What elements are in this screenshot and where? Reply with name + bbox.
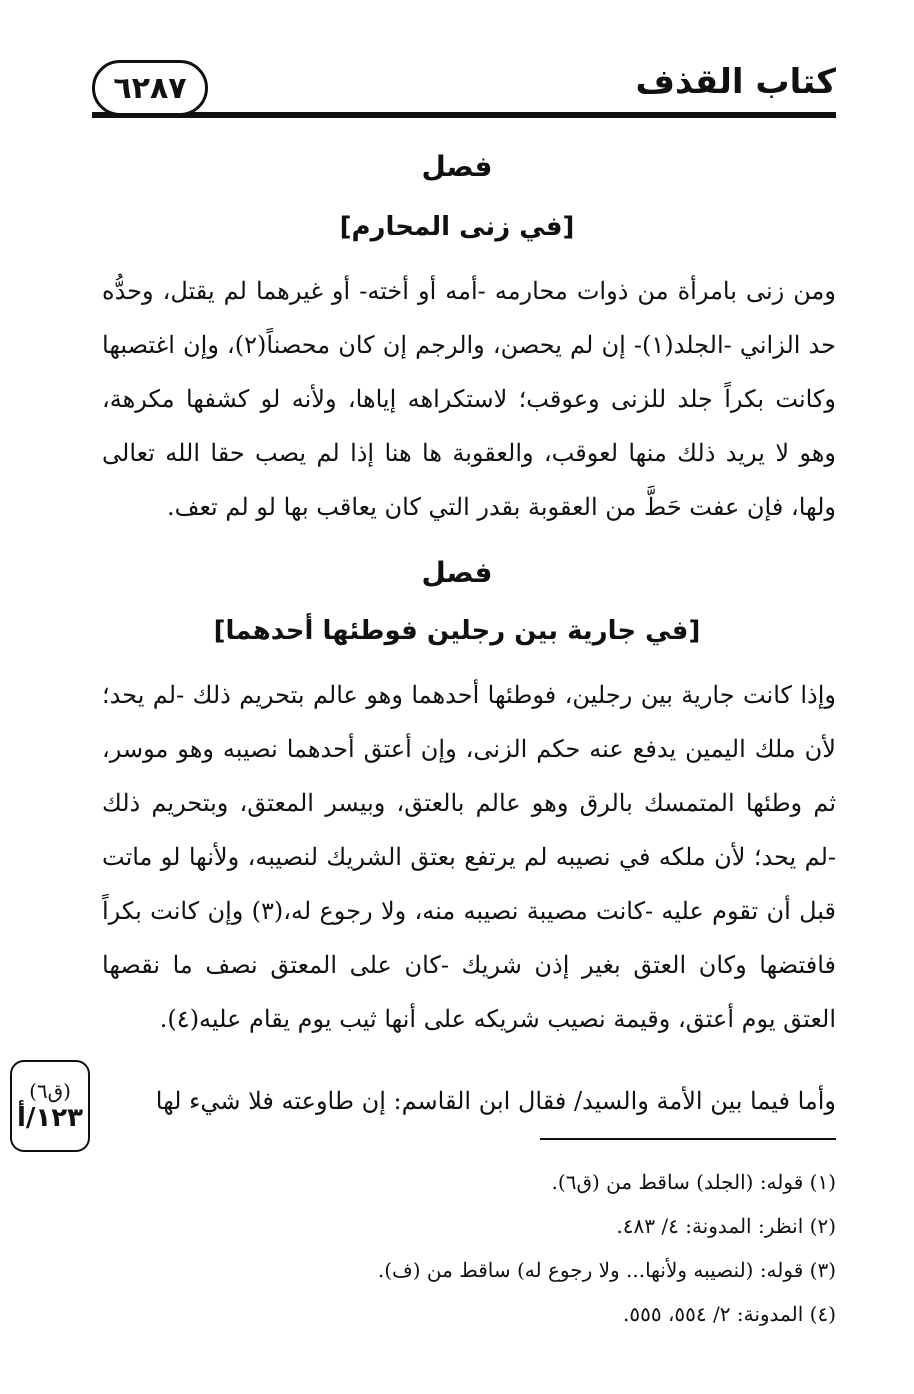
book-title: كتاب القذف: [635, 62, 836, 102]
manuscript-margin-note: [10, 1060, 90, 1152]
section-heading: فصل: [421, 556, 493, 589]
paragraph-continuation: [102, 1074, 836, 1128]
paragraph-text: ومن زنى بامرأة من ذوات محارمه -أمه أو أخته- أو غيرهما لم يقتل، وحدُّه حد الزاني -الجلد(١)- إن لم يحصن، والرجم إن كان محصناً(٢)، وإن اغتصبها وكانت بكراً جلد للزنى وعوقب؛ لاستكراهه إياها، ولأنه لو كشفها مكرهة، وهو لا يريد ذلك منها لعوقب، والعقوبة ها هنا إذا لم يصب حقا الله تعالى ولها، فإن عفت حَطَّ من العقوبة بقدر التي كان يعاقب بها لو لم تعف.: [102, 277, 836, 521]
page-number: ٦٢٨٧: [92, 60, 208, 116]
paragraph-text: وأما فيما بين الأمة والسيد/ فقال ابن القاسم: إن طاوعته فلا شيء لها: [155, 1087, 836, 1115]
paragraph: [102, 264, 836, 534]
margin-note-manuscript: (ق٦): [29, 1079, 71, 1103]
paragraph-text: وإذا كانت جارية بين رجلين، فوطئها أحدهما وهو عالم بتحريم ذلك -لم يحد؛ لأن ملك اليمين يدفع عنه حكم الزنى، وإن أعتق أحدهما نصيبه وهو موسر، ثم وطئها المتمسك بالرق وهو عالم بالعتق، وبيسر المعتق، وبتحريم ذلك -لم يحد؛ لأن ملكه في نصيبه لم يرتفع بعتق الشريك لنصيبه، ولأنها لو ماتت قبل أن تقوم عليه -كانت مصيبة نصيبه منه، ولا رجوع له،(٣) وإن كانت بكراً فافتضها وكان العتق بغير إذن شريك -كان على المعتق نصف ما نقصها العتق يوم أعتق، وقيمة نصيب شريكه على أنها ثيب يوم يقام عليه(٤).: [102, 681, 836, 1033]
section-heading: فصل: [421, 150, 493, 183]
section-subheading: [في زنى المحارم]: [339, 212, 575, 242]
footnote-separator: [540, 1138, 836, 1140]
margin-note-folio: ١٢٣/أ: [16, 1103, 84, 1133]
footnote: (٢) انظر: المدونة: ٤/ ٤٨٣.: [616, 1214, 836, 1238]
footnotes: [76, 1160, 836, 1336]
footnote: (٤) المدونة: ٢/ ٥٥٤، ٥٥٥.: [623, 1302, 836, 1326]
footnote: (٣) قوله: (لنصيبه ولأنها... ولا رجوع له) ساقط من (ف).: [377, 1258, 836, 1282]
section-subheading: [في جارية بين رجلين فوطئها أحدهما]: [213, 616, 701, 646]
paragraph: [102, 668, 836, 1046]
footnote: (١) قوله: (الجلد) ساقط من (ق٦).: [551, 1170, 836, 1194]
header-rule: [92, 112, 836, 118]
